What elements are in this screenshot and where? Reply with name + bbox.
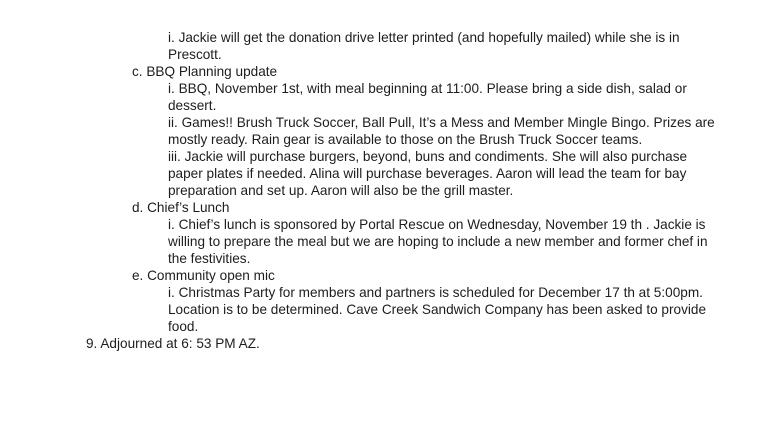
minutes-line-donation-drive-note-1: i. Jackie will get the donation drive letter printed (and hopefully mailed) while she is in bbox=[168, 30, 680, 45]
minutes-line-d-i-chiefs-lunch-detail-3: the festivities. bbox=[168, 251, 251, 266]
minutes-line-c-iii-purchases-2: paper plates if needed. Alina will purchase beverages. Aaron will lead the team for bay bbox=[168, 166, 687, 181]
minutes-line-donation-drive-note-2: Prescott. bbox=[168, 47, 222, 62]
minutes-line-e-i-christmas-party-2: Location is to be determined. Cave Creek Sandwich Company has been asked to provide bbox=[168, 302, 707, 317]
minutes-line-e-i-christmas-party-3: food. bbox=[168, 319, 199, 334]
minutes-line-e-i-christmas-party-1: i. Christmas Party for members and partners is scheduled for December 17 th at 5:00pm. bbox=[168, 285, 703, 300]
minutes-line-c-iii-purchases-1: iii. Jackie will purchase burgers, beyond, buns and condiments. She will also purchase bbox=[168, 149, 688, 164]
minutes-line-d-i-chiefs-lunch-detail-1: i. Chief’s lunch is sponsored by Portal Rescue on Wednesday, November 19 th . Jackie is bbox=[168, 217, 706, 232]
minutes-line-c-i-bbq-date-1: i. BBQ, November 1st, with meal beginning at 11:00. Please bring a side dish, salad or bbox=[168, 81, 687, 96]
minutes-line-c-iii-purchases-3: preparation and set up. Aaron will also be the grill master. bbox=[168, 183, 514, 198]
minutes-line-e-community-open-mic: e. Community open mic bbox=[132, 268, 275, 283]
minutes-line-c-ii-games-2: mostly ready. Rain gear is available to those on the Brush Truck Soccer teams. bbox=[168, 132, 643, 147]
minutes-line-c-bbq-planning-update: c. BBQ Planning update bbox=[132, 64, 278, 79]
minutes-line-d-chiefs-lunch: d. Chief’s Lunch bbox=[132, 200, 230, 215]
minutes-line-9-adjourned: 9. Adjourned at 6: 53 PM AZ. bbox=[86, 336, 260, 351]
minutes-line-c-i-bbq-date-2: dessert. bbox=[168, 98, 217, 113]
minutes-line-d-i-chiefs-lunch-detail-2: willing to prepare the meal but we are hoping to include a new member and former chef in bbox=[168, 234, 708, 249]
minutes-line-c-ii-games-1: ii. Games!! Brush Truck Soccer, Ball Pull, It’s a Mess and Member Mingle Bingo. Prizes are bbox=[168, 115, 715, 130]
